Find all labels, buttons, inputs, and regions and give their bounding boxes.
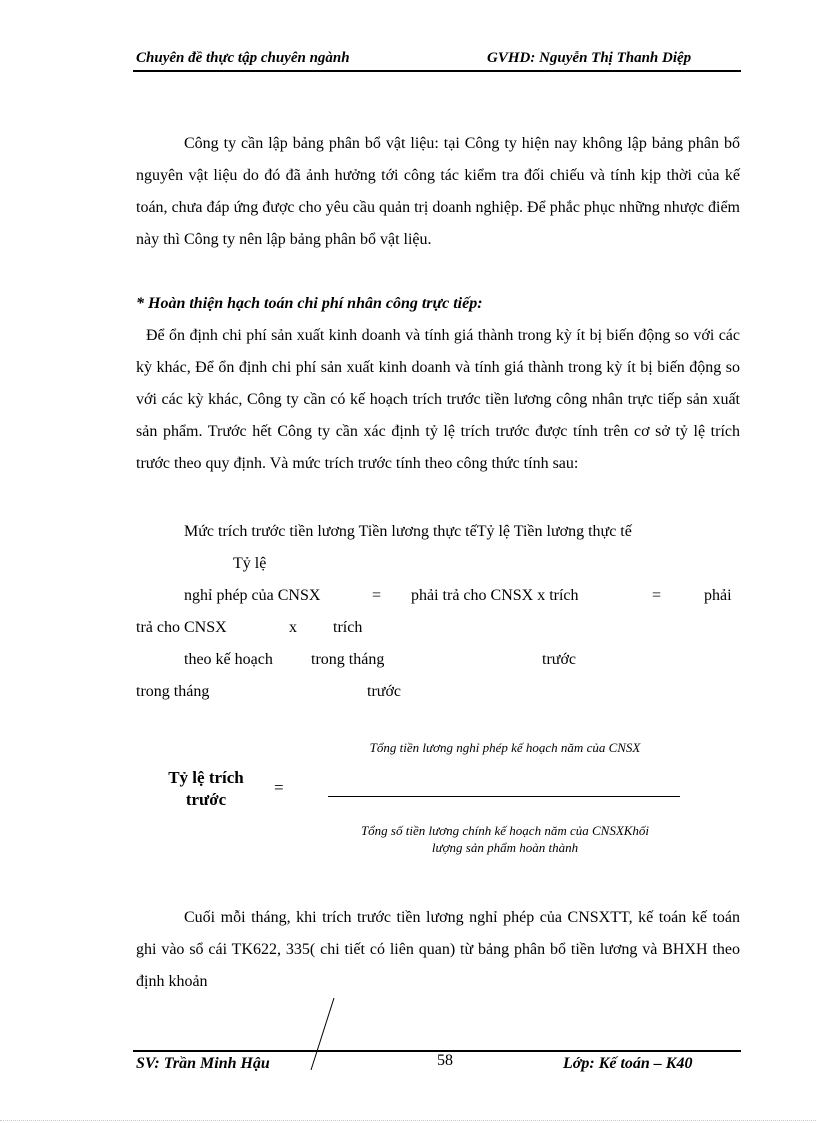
formula-row-3-b: phải trả cho CNSX x trích <box>411 587 579 604</box>
formula-row-5-b: trong tháng <box>311 651 385 668</box>
footer-left: SV: Trần Minh Hậu <box>136 1055 270 1072</box>
formula-row-5-c: trước <box>542 651 577 668</box>
header-right: GVHD: Nguyễn Thị Thanh Diệp <box>487 50 692 66</box>
formula-row-2: Tỷ lệ <box>233 555 267 572</box>
header-rule <box>133 70 741 72</box>
section-heading: * Hoàn thiện hạch toán chi phí nhân công trực tiếp: <box>136 295 483 312</box>
paragraph-labor-cost: Để ổn định chi phí sản xuất kinh doanh và tính giá thành trong kỳ ít bị biến động so với các kỳ khác, Để ổn định chi phí sản xuất kinh doanh và tính giá thành trong kỳ ít bị biến động so với các kỳ khác, Công ty cần có kế hoạch trích trước tiền lương công nhân trực tiếp sản xuất sản phẩm. Trước hết Công ty cần xác định tỷ lệ trích trước được tính trên cơ sở tỷ lệ trích trước theo quy định. Và mức trích trước tính theo công thức tính sau: <box>136 327 740 472</box>
ratio-denominator: Tổng số tiền lương chính kế hoạch năm của CNSXKhối lượng sản phẩm hoàn thành <box>360 823 650 855</box>
formula-row-4-a: trả cho CNSX <box>136 619 227 636</box>
formula-row-3-eq1: = <box>372 587 382 604</box>
formula-row-4-x: x <box>289 619 297 636</box>
fraction-bar <box>328 796 680 797</box>
formula-row-3-eq2: = <box>652 587 662 604</box>
ratio-equals: = <box>274 778 284 797</box>
slash-line <box>300 996 340 1076</box>
page-edge-dots <box>0 1120 816 1121</box>
formula-row-6-a: trong tháng <box>136 683 210 700</box>
paragraph-material-allocation: Công ty cần lập bảng phân bổ vật liệu: tại Công ty hiện nay không lập bảng phân bổ nguyên vật liệu do đó đã ảnh hưởng tới công tác kiểm tra đối chiếu và tính kịp thời của kế toán, chưa đáp ứng được cho yêu cầu quản trị doanh nghiệp. Để phắc phục những nhược điểm này thì Công ty nên lập bảng phân bổ vật liệu. <box>136 135 740 248</box>
formula-row-3-c: phải <box>704 587 732 604</box>
header-left: Chuyên đề thực tập chuyên ngành <box>136 50 350 66</box>
paragraph-journal-entry: Cuối mỗi tháng, khi trích trước tiền lương nghỉ phép của CNSXTT, kế toán kế toán ghi vào sổ cái TK622, 335( chi tiết có liên quan) từ bảng phân bổ tiền lương và BHXH theo định khoản <box>136 909 740 990</box>
page-number: 58 <box>437 1052 453 1069</box>
formula-row-1: Mức trích trước tiền lương Tiền lương thực tếTỷ lệ Tiền lương thực tế <box>184 523 632 540</box>
ratio-numerator: Tổng tiền lương nghỉ phép kế hoạch năm của CNSX <box>369 740 641 755</box>
ratio-label: Tỷ lệ trích trước <box>168 768 244 809</box>
formula-row-4-b: trích <box>333 619 363 636</box>
footer-right: Lớp: Kế toán – K40 <box>563 1055 693 1072</box>
formula-row-3-a: nghỉ phép của CNSX <box>184 587 321 604</box>
formula-row-5-a: theo kế hoạch <box>184 651 273 668</box>
formula-row-6-b: trước <box>367 683 402 700</box>
